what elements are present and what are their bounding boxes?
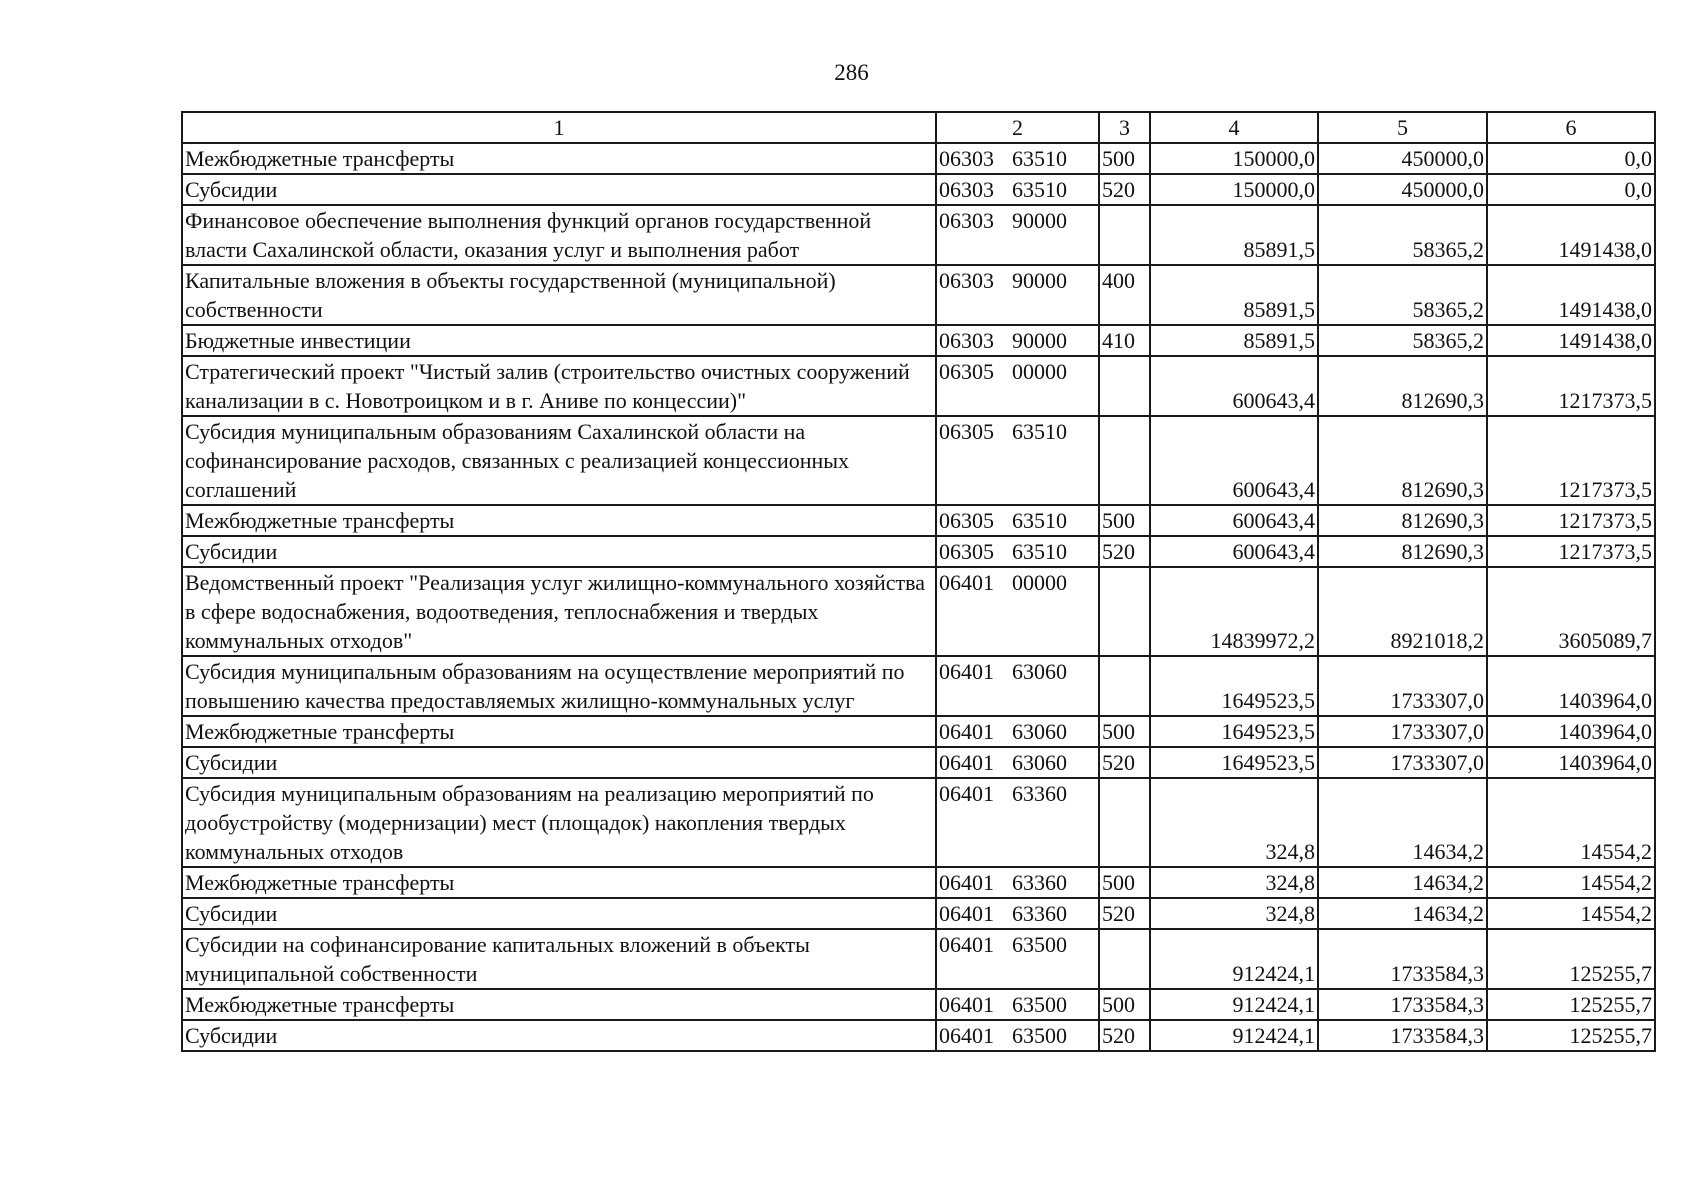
- code-direction: 63060: [1012, 750, 1067, 775]
- row-value-4: 85891,5: [1150, 265, 1318, 325]
- table-row: [182, 898, 1655, 929]
- code-direction: 63060: [1012, 719, 1067, 744]
- row-name: Бюджетные инвестиции: [182, 325, 936, 356]
- row-value-5: 14634,2: [1318, 867, 1487, 898]
- row-value-6: 3605089,7: [1487, 567, 1655, 656]
- row-value-6: 1491438,0: [1487, 325, 1655, 356]
- row-expense-type: [1099, 656, 1150, 716]
- table-row: [182, 416, 1655, 505]
- table-row: [182, 265, 1655, 325]
- table-row: [182, 505, 1655, 536]
- table-row: [182, 1020, 1655, 1051]
- code-program: 06305: [939, 359, 994, 384]
- row-code: [936, 929, 1099, 989]
- row-name: Финансовое обеспечение выполнения функций органов государственной власти Сахалинской области, оказания услуг и выполнения работ: [182, 205, 936, 265]
- row-name: Субсидии: [182, 174, 936, 205]
- code-program: 06401: [939, 781, 994, 806]
- row-code: [936, 567, 1099, 656]
- header-col-1: 1: [182, 112, 936, 143]
- row-expense-type: 520: [1099, 898, 1150, 929]
- code-direction: 63500: [1012, 932, 1067, 957]
- row-value-6: 125255,7: [1487, 989, 1655, 1020]
- row-value-5: 14634,2: [1318, 778, 1487, 867]
- row-name: Субсидия муниципальным образованиям на реализацию мероприятий по дообустройству (модернизации) мест (площадок) накопления твердых коммунальных отходов: [182, 778, 936, 867]
- row-expense-type: 520: [1099, 536, 1150, 567]
- row-code: [936, 536, 1099, 567]
- code-program: 06401: [939, 570, 994, 595]
- row-value-4: 912424,1: [1150, 989, 1318, 1020]
- code-program: 06401: [939, 870, 994, 895]
- row-name: Межбюджетные трансферты: [182, 989, 936, 1020]
- code-program: 06303: [939, 146, 994, 171]
- row-value-6: 1217373,5: [1487, 505, 1655, 536]
- table-row: [182, 929, 1655, 989]
- code-program: 06401: [939, 932, 994, 957]
- row-name: Межбюджетные трансферты: [182, 505, 936, 536]
- table-row: [182, 778, 1655, 867]
- table-row: [182, 567, 1655, 656]
- row-value-4: 600643,4: [1150, 536, 1318, 567]
- row-value-6: 0,0: [1487, 174, 1655, 205]
- code-direction: 63060: [1012, 659, 1067, 684]
- row-value-6: 1403964,0: [1487, 747, 1655, 778]
- row-name: Капитальные вложения в объекты государственной (муниципальной) собственности: [182, 265, 936, 325]
- code-direction: 63500: [1012, 1023, 1067, 1048]
- code-direction: 00000: [1012, 570, 1067, 595]
- row-value-6: 1217373,5: [1487, 416, 1655, 505]
- row-name: Субсидия муниципальным образованиям Сахалинской области на софинансирование расходов, связанных с реализацией концессионных соглашений: [182, 416, 936, 505]
- row-code: [936, 656, 1099, 716]
- code-program: 06401: [939, 659, 994, 684]
- row-name: Субсидия муниципальным образованиям на осуществление мероприятий по повышению качества предоставляемых жилищно-коммунальных услуг: [182, 656, 936, 716]
- row-value-4: 324,8: [1150, 867, 1318, 898]
- row-value-4: 1649523,5: [1150, 747, 1318, 778]
- row-expense-type: 500: [1099, 989, 1150, 1020]
- row-name: Субсидии: [182, 747, 936, 778]
- header-col-4: 4: [1150, 112, 1318, 143]
- row-value-5: 812690,3: [1318, 356, 1487, 416]
- row-code: [936, 898, 1099, 929]
- row-value-4: 1649523,5: [1150, 716, 1318, 747]
- row-value-5: 812690,3: [1318, 416, 1487, 505]
- code-direction: 90000: [1012, 208, 1067, 233]
- table-row: [182, 716, 1655, 747]
- row-value-5: 14634,2: [1318, 898, 1487, 929]
- row-value-5: 1733307,0: [1318, 747, 1487, 778]
- row-name: Субсидии на софинансирование капитальных вложений в объекты муниципальной собственности: [182, 929, 936, 989]
- code-program: 06401: [939, 1023, 994, 1048]
- code-program: 06305: [939, 539, 994, 564]
- row-value-4: 912424,1: [1150, 1020, 1318, 1051]
- row-value-5: 58365,2: [1318, 205, 1487, 265]
- row-value-4: 14839972,2: [1150, 567, 1318, 656]
- row-value-6: 0,0: [1487, 143, 1655, 174]
- row-value-5: 1733584,3: [1318, 1020, 1487, 1051]
- row-value-5: 812690,3: [1318, 536, 1487, 567]
- row-value-6: 14554,2: [1487, 778, 1655, 867]
- code-direction: 90000: [1012, 268, 1067, 293]
- table-row: [182, 143, 1655, 174]
- row-name: Стратегический проект "Чистый залив (строительство очистных сооружений канализации в с. Новотроицком и в г. Аниве по концессии)": [182, 356, 936, 416]
- row-value-6: 1403964,0: [1487, 656, 1655, 716]
- row-name: Межбюджетные трансферты: [182, 867, 936, 898]
- row-expense-type: 500: [1099, 143, 1150, 174]
- row-value-6: 1491438,0: [1487, 205, 1655, 265]
- row-value-5: 58365,2: [1318, 325, 1487, 356]
- row-name: Ведомственный проект "Реализация услуг жилищно-коммунального хозяйства в сфере водоснабжения, водоотведения, теплоснабжения и твердых коммунальных отходов": [182, 567, 936, 656]
- row-value-5: 8921018,2: [1318, 567, 1487, 656]
- header-col-6: 6: [1487, 112, 1655, 143]
- code-program: 06303: [939, 328, 994, 353]
- table-row: [182, 867, 1655, 898]
- table-row: [182, 325, 1655, 356]
- code-program: 06303: [939, 177, 994, 202]
- row-expense-type: [1099, 929, 1150, 989]
- row-value-4: 1649523,5: [1150, 656, 1318, 716]
- table-row: [182, 656, 1655, 716]
- code-program: 06401: [939, 992, 994, 1017]
- row-code: [936, 325, 1099, 356]
- budget-table: [181, 111, 1656, 1052]
- row-expense-type: 520: [1099, 1020, 1150, 1051]
- code-direction: 63510: [1012, 419, 1067, 444]
- row-expense-type: 500: [1099, 867, 1150, 898]
- row-code: [936, 174, 1099, 205]
- row-expense-type: [1099, 567, 1150, 656]
- code-direction: 63360: [1012, 781, 1067, 806]
- code-direction: 63360: [1012, 870, 1067, 895]
- row-value-4: 324,8: [1150, 778, 1318, 867]
- row-code: [936, 205, 1099, 265]
- header-col-2: 2: [936, 112, 1099, 143]
- code-program: 06305: [939, 419, 994, 444]
- table-row: [182, 356, 1655, 416]
- row-value-4: 600643,4: [1150, 356, 1318, 416]
- code-direction: 63510: [1012, 539, 1067, 564]
- row-value-5: 1733584,3: [1318, 989, 1487, 1020]
- page-number: 286: [834, 60, 869, 85]
- row-name: Субсидии: [182, 898, 936, 929]
- row-expense-type: 520: [1099, 174, 1150, 205]
- row-name: Межбюджетные трансферты: [182, 716, 936, 747]
- row-value-5: 1733307,0: [1318, 656, 1487, 716]
- row-value-6: 1217373,5: [1487, 536, 1655, 567]
- row-value-4: 85891,5: [1150, 205, 1318, 265]
- row-value-4: 150000,0: [1150, 174, 1318, 205]
- row-code: [936, 505, 1099, 536]
- row-code: [936, 356, 1099, 416]
- code-direction: 63510: [1012, 146, 1067, 171]
- row-expense-type: 410: [1099, 325, 1150, 356]
- row-name: Субсидии: [182, 1020, 936, 1051]
- row-value-5: 450000,0: [1318, 143, 1487, 174]
- row-expense-type: 500: [1099, 716, 1150, 747]
- row-expense-type: 500: [1099, 505, 1150, 536]
- table-row: [182, 989, 1655, 1020]
- code-direction: 00000: [1012, 359, 1067, 384]
- row-value-5: 58365,2: [1318, 265, 1487, 325]
- row-name: Субсидии: [182, 536, 936, 567]
- table-row: [182, 536, 1655, 567]
- row-value-6: 1491438,0: [1487, 265, 1655, 325]
- row-value-5: 450000,0: [1318, 174, 1487, 205]
- row-value-4: 85891,5: [1150, 325, 1318, 356]
- table-row: [182, 174, 1655, 205]
- row-expense-type: 400: [1099, 265, 1150, 325]
- row-code: [936, 265, 1099, 325]
- row-code: [936, 143, 1099, 174]
- code-program: 06401: [939, 901, 994, 926]
- row-value-4: 600643,4: [1150, 505, 1318, 536]
- row-value-4: 324,8: [1150, 898, 1318, 929]
- row-code: [936, 989, 1099, 1020]
- row-value-6: 125255,7: [1487, 1020, 1655, 1051]
- row-code: [936, 867, 1099, 898]
- code-direction: 63510: [1012, 177, 1067, 202]
- row-code: [936, 747, 1099, 778]
- header-row: [182, 112, 1655, 143]
- row-value-5: 1733584,3: [1318, 929, 1487, 989]
- row-value-6: 1217373,5: [1487, 356, 1655, 416]
- row-value-6: 14554,2: [1487, 867, 1655, 898]
- row-code: [936, 416, 1099, 505]
- row-code: [936, 778, 1099, 867]
- row-value-4: 150000,0: [1150, 143, 1318, 174]
- table-row: [182, 205, 1655, 265]
- row-value-4: 600643,4: [1150, 416, 1318, 505]
- row-value-4: 912424,1: [1150, 929, 1318, 989]
- row-name: Межбюджетные трансферты: [182, 143, 936, 174]
- row-expense-type: [1099, 416, 1150, 505]
- row-value-6: 1403964,0: [1487, 716, 1655, 747]
- code-direction: 63500: [1012, 992, 1067, 1017]
- code-program: 06305: [939, 508, 994, 533]
- header-col-3: 3: [1099, 112, 1150, 143]
- code-program: 06303: [939, 268, 994, 293]
- table-row: [182, 747, 1655, 778]
- row-value-5: 1733307,0: [1318, 716, 1487, 747]
- code-direction: 90000: [1012, 328, 1067, 353]
- code-program: 06401: [939, 750, 994, 775]
- row-expense-type: 520: [1099, 747, 1150, 778]
- code-program: 06303: [939, 208, 994, 233]
- row-value-6: 14554,2: [1487, 898, 1655, 929]
- code-direction: 63360: [1012, 901, 1067, 926]
- row-code: [936, 716, 1099, 747]
- row-code: [936, 1020, 1099, 1051]
- code-program: 06401: [939, 719, 994, 744]
- header-col-5: 5: [1318, 112, 1487, 143]
- row-value-5: 812690,3: [1318, 505, 1487, 536]
- row-expense-type: [1099, 356, 1150, 416]
- code-direction: 63510: [1012, 508, 1067, 533]
- row-value-6: 125255,7: [1487, 929, 1655, 989]
- budget-table-body: [182, 112, 1655, 1051]
- row-expense-type: [1099, 205, 1150, 265]
- row-expense-type: [1099, 778, 1150, 867]
